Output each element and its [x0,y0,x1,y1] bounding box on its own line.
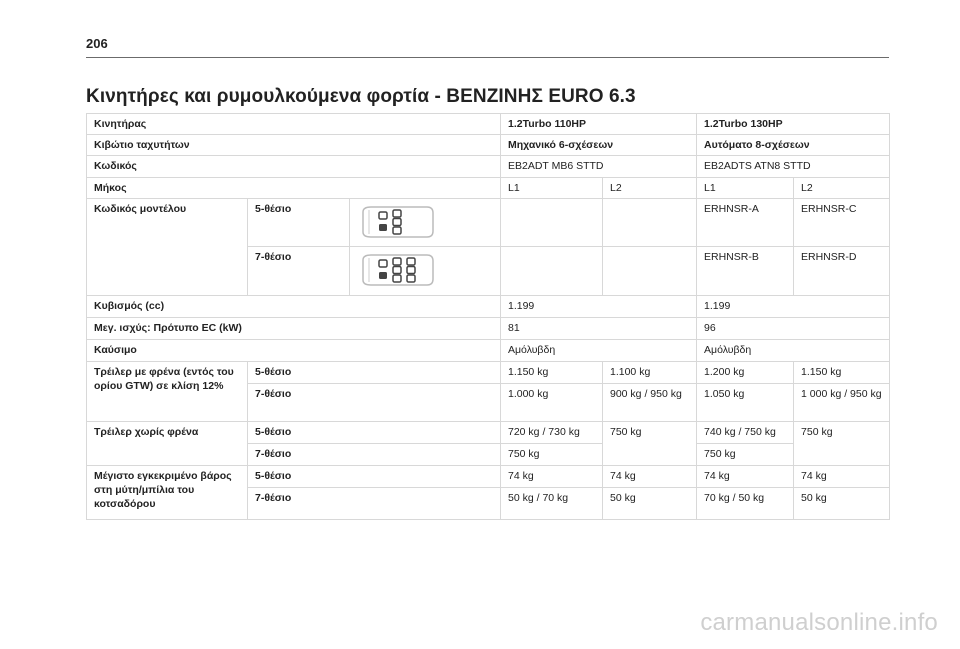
cell: 1.2Turbo 110HP [501,114,697,135]
cell: L2 [603,177,697,198]
cell: 50 kg [794,487,890,519]
row-label: Κιβώτιο ταχυτήτων [87,135,501,156]
header-rule [86,57,889,58]
cell: 81 [501,317,697,339]
row-label: Μεγ. ισχύς: Πρότυπο EC (kW) [87,317,501,339]
seat-label: 7-θέσιο [248,443,501,465]
cell: Αμόλυβδη [501,339,697,361]
row-label: Κωδικός μοντέλου [87,198,248,295]
cell: 1.199 [697,295,890,317]
table-row [87,361,890,383]
cell: ERHNSR-B [697,246,794,295]
cell: L1 [501,177,603,198]
cell: 50 kg / 70 kg [501,487,603,519]
table-row [87,156,890,177]
cell: 1.000 kg [501,383,603,421]
cell: 740 kg / 750 kg [697,421,794,443]
specs-table [86,113,890,520]
cell [501,246,603,295]
cell: 1.150 kg [501,361,603,383]
cell [603,246,697,295]
seat-label: 7-θέσιο [248,246,350,295]
cell: 74 kg [794,465,890,487]
seat-label: 5-θέσιο [248,465,501,487]
watermark: carmanualsonline.info [700,609,938,636]
row-label: Κινητήρας [87,114,501,135]
table-row [87,135,890,156]
cell: 96 [697,317,890,339]
table-row [87,198,890,246]
row-label: Καύσιμο [87,339,501,361]
van-5-seat-icon [357,202,437,242]
cell [501,198,603,246]
cell: 1.2Turbo 130HP [697,114,890,135]
cell: 1.200 kg [697,361,794,383]
cell: 70 kg / 50 kg [697,487,794,519]
van-7-seat-icon [357,250,437,290]
cell: Μηχανικό 6-σχέσεων [501,135,697,156]
cell: ERHNSR-C [794,198,890,246]
cell: 74 kg [697,465,794,487]
table-row [87,339,890,361]
table-row [87,177,890,198]
seat-label: 5-θέσιο [248,198,350,246]
cell: 750 kg [697,443,794,465]
cell: 1.150 kg [794,361,890,383]
cell: 720 kg / 730 kg [501,421,603,443]
row-label: Μήκος [87,177,501,198]
seat-image-cell [350,246,501,295]
row-label: Μέγιστο εγκεκριμένο βάρος στη μύτη/μπίλια του κοτσαδόρου [87,465,248,519]
cell: L2 [794,177,890,198]
cell: EB2ADT MB6 STTD [501,156,697,177]
cell: 74 kg [603,465,697,487]
row-label: Κυβισμός (cc) [87,295,501,317]
cell: 74 kg [501,465,603,487]
cell [603,198,697,246]
page-title: Κινητήρες και ρυμουλκούμενα φορτία - ΒΕΝΖΙΝΗΣ EURO 6.3 [86,86,636,107]
seat-image-cell [350,198,501,246]
cell: 50 kg [603,487,697,519]
table-row [87,317,890,339]
table-row [87,114,890,135]
cell: 1.199 [501,295,697,317]
cell: Αυτόματο 8-σχέσεων [697,135,890,156]
page-number: 206 [86,36,108,51]
table-row [87,465,890,487]
cell: 1.100 kg [603,361,697,383]
cell: 750 kg [501,443,603,465]
cell: L1 [697,177,794,198]
cell: 1.050 kg [697,383,794,421]
row-label: Τρέιλερ με φρένα (εντός του ορίου GTW) σε κλίση 12% [87,361,248,421]
cell: 1 000 kg / 950 kg [794,383,890,421]
seat-label: 5-θέσιο [248,421,501,443]
cell: 750 kg [603,421,697,465]
cell: 900 kg / 950 kg [603,383,697,421]
row-label: Τρέιλερ χωρίς φρένα [87,421,248,465]
table-row [87,421,890,443]
seat-label: 5-θέσιο [248,361,501,383]
cell: Αμόλυβδη [697,339,890,361]
cell: EB2ADTS ATN8 STTD [697,156,890,177]
seat-label: 7-θέσιο [248,487,501,519]
cell: ERHNSR-D [794,246,890,295]
cell: 750 kg [794,421,890,465]
row-label: Κωδικός [87,156,501,177]
seat-label: 7-θέσιο [248,383,501,421]
cell: ERHNSR-A [697,198,794,246]
table-row [87,295,890,317]
